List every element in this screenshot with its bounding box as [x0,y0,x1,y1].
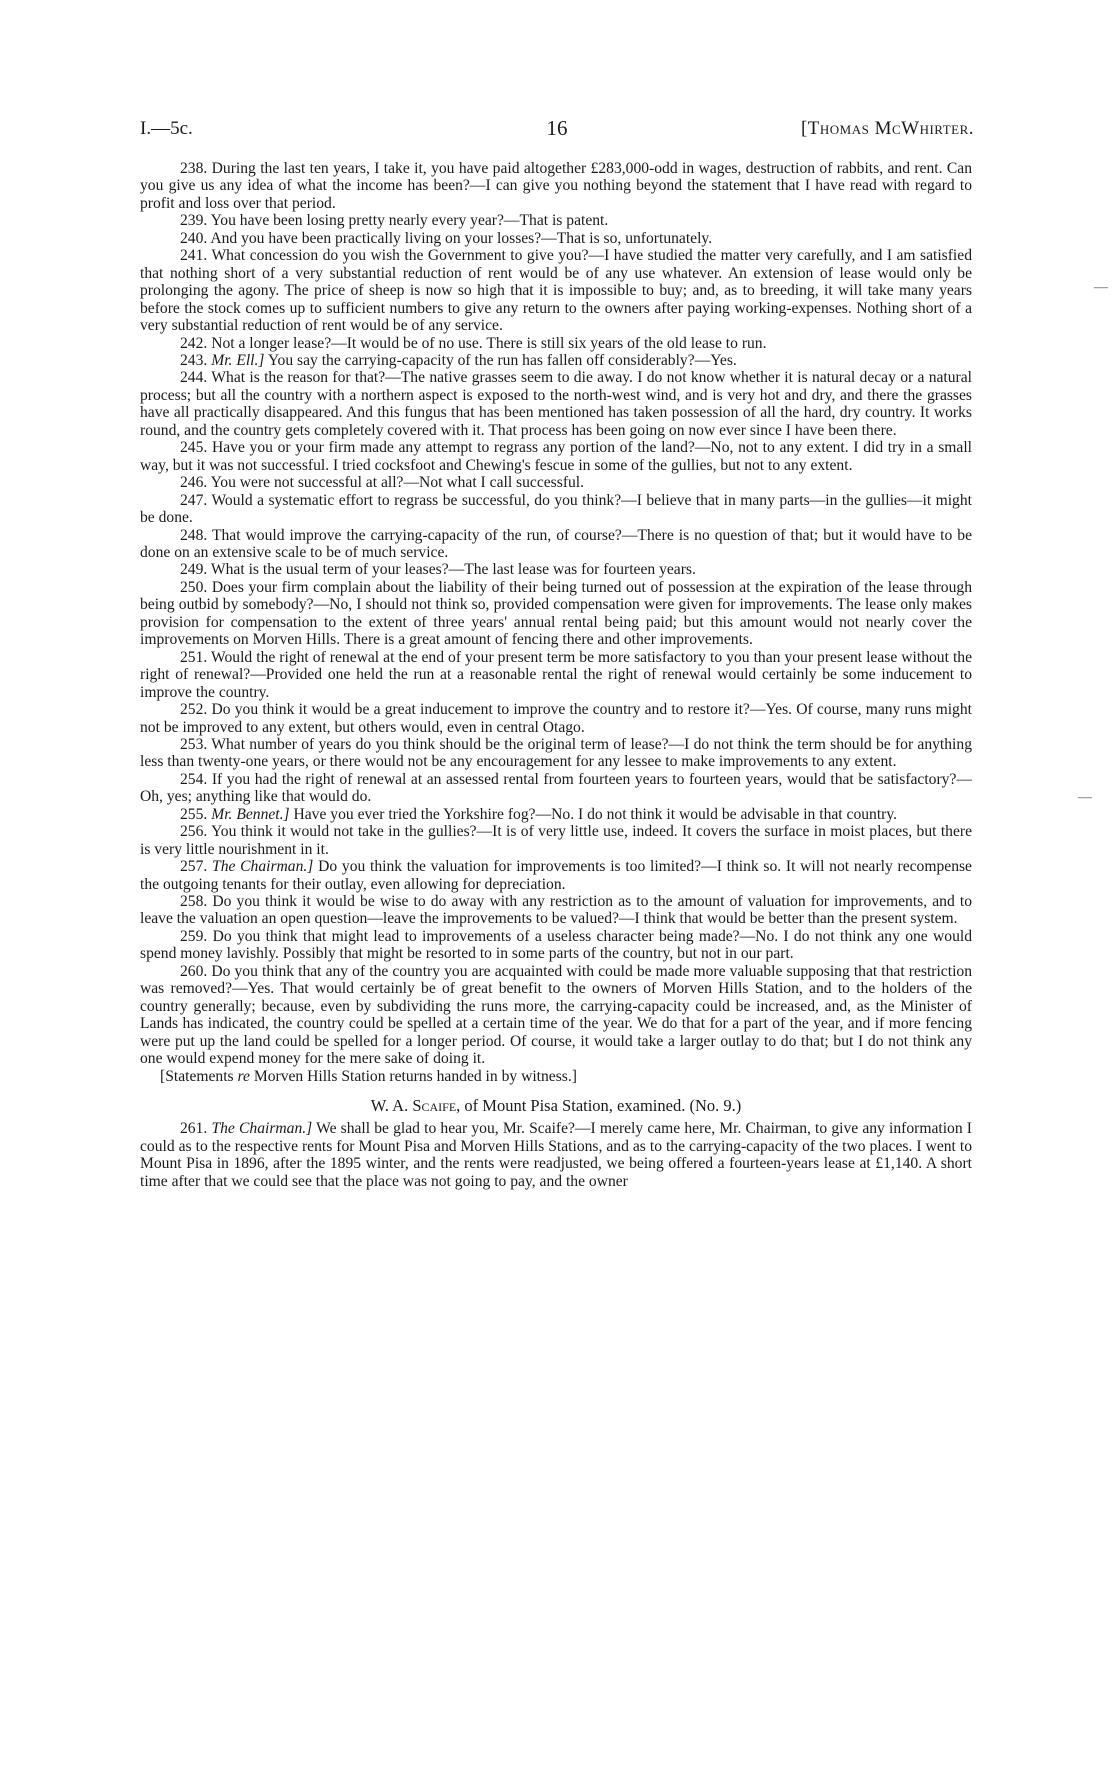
question-number: 243. [180,351,208,369]
witness-running-head: [Thomas McWhirter. [800,118,974,139]
testimony-body [140,160,972,1190]
question-number: 261. [180,1120,208,1138]
paragraph-255 [140,806,972,823]
paragraph-256: 256. You think it would not take in the gullies?—It is of very little use, indeed. It covers the surface in moist places, but there is very little nourishment in it. [140,823,972,858]
question-text: You say the carrying-capacity of the run has fallen off considerably?—Yes. [267,351,737,369]
speaker: The Chairman.] [212,858,314,876]
paragraph-258: 258. Do you think it would be wise to do away with any restriction as to the amount of valuation for improvements, and to leave the valuation an open question—leave the improvements to be valued?—I think that would be better than the present system. [140,893,972,928]
paragraph-250: 250. Does your firm complain about the liability of their being turned out of possession at the expiration of the lease through being outbid by somebody?—No, I should not think so, provided compensation were given for improvements. The lease only makes provision for compensation to the extent of three years' annual rental being paid; but this amount would not nearly cover the improvements on Morven Hills. There is a great amount of fencing there and other improvements. [140,578,972,649]
document-reference: I.—5c. [140,118,193,139]
paragraph-240: 240. And you have been practically living on your losses?—That is so, unfortunately. [180,229,713,247]
margin-mark: — [1078,790,1092,805]
paragraph-248: 248. That would improve the carrying-capacity of the run, of course?—There is no question of that; but it would have to be done on an extensive scale to be of much service. [140,526,972,561]
paragraph-257 [140,858,972,893]
speaker: Mr. Bennet.] [211,805,290,823]
paragraph-249: 249. What is the usual term of your leases?—The last lease was for fourteen years. [180,561,696,579]
statement-note: [Statements re Morven Hills Station returns handed in by witness.] [160,1067,577,1085]
paragraph-245: 245. Have you or your firm made any attempt to regrass any portion of the land?—No, not to any extent. I did try in a small way, but it was not successful. I tried cocksfoot and Chewing's fescue in some of the gullies, but not to any extent. [140,439,972,474]
paragraph-261 [140,1120,972,1190]
paragraph-241: 241. What concession do you wish the Government to give you?—I have studied the matter very carefully, and I am satisfied that nothing short of a very substantial reduction of rent would be of any use whatever. An extension of lease would only be prolonging the agony. The price of sheep is now so high that it is impossible to buy; and, as to breeding, it will take many years before the stock comes up to sufficient numbers to give any return to the owners after paying working-expenses. Nothing short of a very substantial reduction of rent would be of any service. [140,247,972,335]
question-text: We shall be glad to hear you, Mr. Scaife?—I merely came here, Mr. Chairman, to give any information I could as to the respective rents for Mount Pisa and Morven Hills Stations, and as to the carrying-capacity of the two places. I went to Mount Pisa in 1896, after the 1895 winter, and the rents were readjusted, we being offered a fourteen-years lease at £1,140. A short time after that we could see that the place was not going to pay, and the owner [140,1120,972,1190]
question-number: 255. [180,805,208,823]
speaker: Mr. Ell.] [211,351,265,369]
paragraph-244: 244. What is the reason for that?—The native grasses seem to die away. I do not know whether it is natural decay or a natural process; but all the country with a northern aspect is exposed to the north-west wind, and is very hot and dry, and there the grasses have all practically disappeared. And this fungus that has been mentioned has taken possession of all the hard, dry country. It works round, and the country gets completely covered with it. That process has been going on now ever since I have been there. [140,369,972,439]
question-number: 257. [180,858,208,876]
page-number: 16 [546,116,568,140]
paragraph-246: 246. You were not successful at all?—Not what I call successful. [180,474,585,492]
witness-heading: W. A. Scaife, of Mount Pisa Station, examined. (No. 9.) [370,1096,742,1116]
paragraph-254: 254. If you had the right of renewal at an assessed rental from fourteen years to fourteen years, would that be satisfactory?—Oh, yes; anything like that would do. [140,770,972,806]
page-header [140,118,974,146]
paragraph-242: 242. Not a longer lease?—It would be of no use. There is still six years of the old lease to run. [180,334,767,352]
witness-name: W. A. Scaife, [370,1096,461,1116]
paragraph-252: 252. Do you think it would be a great inducement to improve the country and to restore it?—Yes. Of course, many runs might not be improved to any extent, but others would, even in central Otago. [140,701,972,736]
paragraph-259: 259. Do you think that might lead to improvements of a useless character being made?—No. I do not think any one would spend money lavishly. Possibly that might be resorted to in some parts of the country, but not in our part. [140,927,972,963]
paragraph-253: 253. What number of years do you think should be the original term of lease?—I do not think the term should be for anything less than twenty-one years, or there would not be any encouragement for any lessee to make improvements to any extent. [140,735,972,771]
paragraph-260: 260. Do you think that any of the country you are acquainted with could be made more valuable supposing that that restriction was removed?—Yes. That would certainly be of great benefit to the owners of Morven Hills Station, and to the holders of the country generally; because, even by subdividing the runs more, the carrying-capacity could be increased, and, as the Minister of Lands has indicated, the country could be spelled at a certain time of the year. We do that for a part of the year, and if more fencing were put up the land could be spelled for a longer period. Of course, it would take a larger outlay to do that; but I do not think any one would expend money for the mere sake of doing it. [140,962,972,1068]
paragraph-238: 238. During the last ten years, I take it, you have paid altogether £283,000-odd in wages, destruction of rabbits, and rent. Can you give us any idea of what the income has been?—I can give you nothing beyond the statement that I have read with regard to profit and loss over that period. [140,160,972,212]
speaker: The Chairman.] [211,1120,313,1138]
question-text: Have you ever tried the Yorkshire fog?—No. I do not think it would be advisable in that country. [293,805,898,823]
paragraph-243 [140,352,972,369]
paragraph-247: 247. Would a systematic effort to regrass be successful, do you think?—I believe that in many parts—in the gullies—it might be done. [140,491,972,527]
question-text: Do you think the valuation for improvements is too limited?—I think so. It will not nearly recompense the outgoing tenants for their outlay, even allowing for depreciation. [140,858,972,893]
paragraph-239: 239. You have been losing pretty nearly every year?—That is patent. [180,212,609,230]
margin-mark: — [1094,280,1108,295]
paragraph-251: 251. Would the right of renewal at the end of your present term be more satisfactory to you than your present lease without the right of renewal?—Provided one held the run at a reasonable rental the right of renewal would certainly be some inducement to improve the country. [140,648,972,701]
